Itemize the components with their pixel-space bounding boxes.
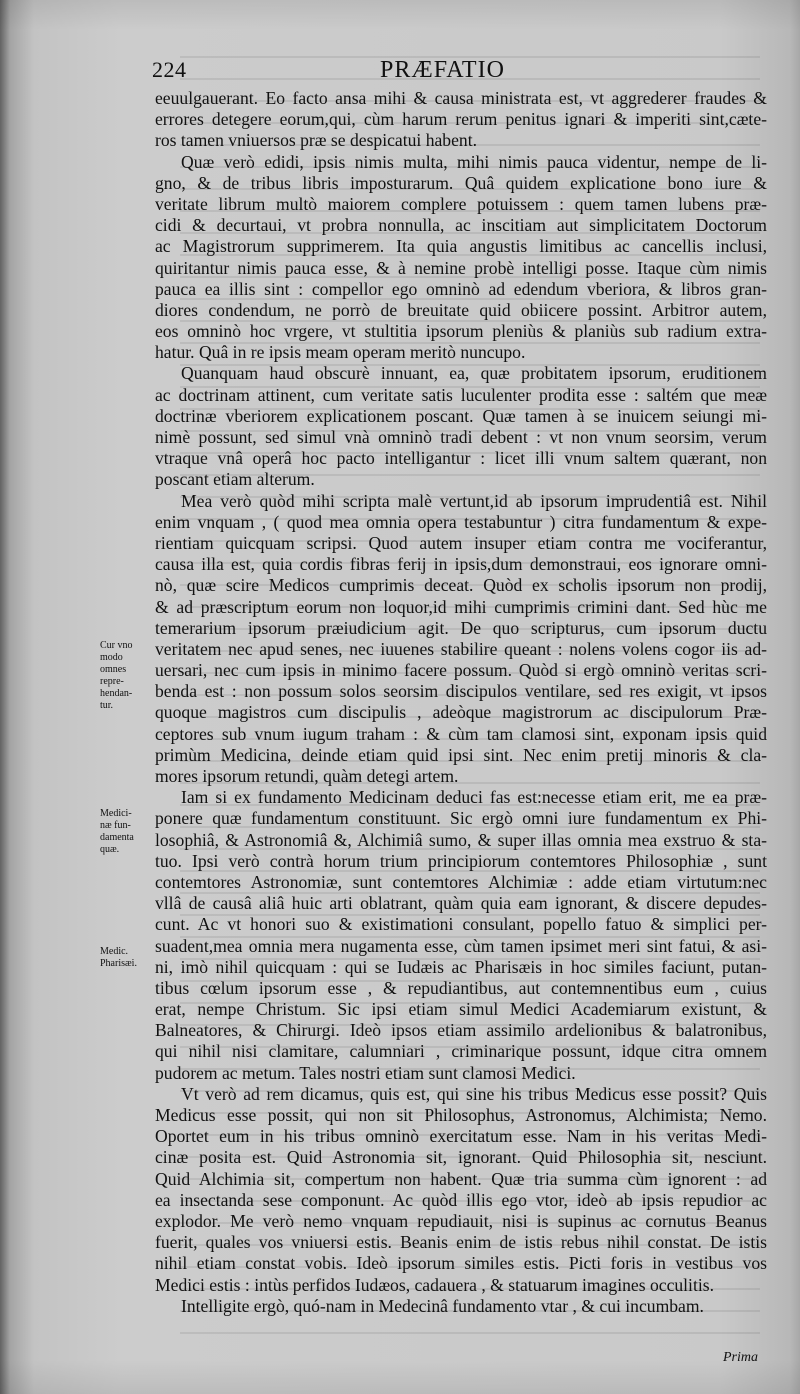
text-line: vllâ de causâ aliâ huic arti oblatrant, quàm quia eam ignorant, & discere depudes-	[155, 893, 767, 914]
text-line: cinæ posita est. Quid Astronomia sit, ignorant. Quid Philosophia sit, nesciunt.	[155, 1147, 767, 1168]
text-line: Quæ verò edidi, ipsis nimis multa, mihi nimis pauca videntur, nempe de li-	[181, 151, 767, 172]
text-line: primùm Medicina, deinde etiam quid ipsi sint. Nec enim pretij minoris & cla-	[155, 744, 767, 765]
text-line: enim vnquam , ( quod mea omnia opera testabuntur ) citra fundamentum & expe-	[155, 511, 767, 532]
text-line: Mea verò quòd mihi scripta malè vertunt,id ab ipsorum imprudentiâ est. Nihil	[181, 490, 767, 511]
text-line: quiritantur nimis pauca esse, & à nemine probè intelligi posse. Itaque cùm nimis	[155, 257, 767, 278]
page-number: 224	[152, 57, 187, 82]
text-line: temerarium ipsorum præiudicium agit. De quo scripturus, cum ipsorum ductu	[155, 617, 767, 638]
text-line: uersari, nec cum ipsis in minimo facere possum. Quòd si ergò omninò veritas scri-	[155, 660, 767, 681]
text-line: Oportet eum in his tribus omninò exercitatum esse. Nam in his veritas Medi-	[155, 1126, 767, 1147]
text-line: ceptores sub vnum iugum traham : & cùm tam clamosi sint, exponam ipsis quid	[155, 723, 767, 744]
page-header	[152, 58, 772, 82]
text-line: doctrinæ vberiorem explicationem poscant. Quæ tamen à se inuicem seiungi mi-	[155, 405, 767, 426]
text-line: ac doctrinam attinent, cum veritate satis luculenter prodita esse : saltém que meæ	[155, 384, 767, 405]
text-line: suadent,mea omnia mera nugamenta esse, cùm tamen ipsimet meri sint fatui, & asi-	[155, 935, 767, 956]
text-line: causa illa est, quia cordis fibras ferij in ipsis,dum demonstraui, eos ignorare omni-	[155, 554, 767, 575]
text-line: benda est : non possum solos seorsim discipulos ventilare, sed res exigit, vt ipsos	[155, 681, 767, 702]
text-line: Vt verò ad rem dicamus, quis est, qui sine his tribus Medicus esse possit? Quis	[181, 1083, 767, 1104]
text-line: eos omninò hoc vrgere, vt stultitia ipsorum pleniùs & planiùs sub radium extra-	[155, 321, 767, 342]
text-line: tuo. Ipsi verò contrà horum trium principiorum contemtores Philosophiæ , sunt	[155, 850, 767, 871]
text-line: ea insectanda sese componunt. Ac quòd illis ego vtor, ideò ab ipsis repudior ac	[155, 1189, 767, 1210]
text-line: pudorem ac metum. Tales nostri etiam sunt clamosi Medici.	[155, 1062, 576, 1083]
text-line: vtraque vnâ operâ hoc pacto intelligantur : licet illi vnum saltem quærant, non	[155, 448, 767, 469]
text-line: qui nihil nisi clamitare, calumniari , criminarique possunt, idque citra omnem	[155, 1041, 767, 1062]
text-line: contemtores Astronomiæ, sunt contemtores Alchimiæ : adde etiam virtutum:nec	[155, 871, 767, 892]
text-line: cidi & decurtaui, vt probra nonnulla, ac inscitiam aut simplicitatem Doctorum	[155, 215, 767, 236]
text-line: mores ipsorum retundi, quàm detegi artem.	[155, 766, 459, 786]
running-title: PRÆFATIO	[380, 57, 505, 83]
margin-note: Medici- næ fun- damenta quæ.	[100, 808, 134, 855]
text-line: tibus cœlum ipsorum esse , & repudiantibus, aut contemnentibus eum , cuius	[155, 977, 767, 998]
text-line: poscant etiam alterum.	[155, 469, 315, 490]
text-line: fuerit, quales vos vniuersi estis. Beanis enim de istis rebus nihil constat. De istis	[155, 1232, 767, 1253]
text-line: erat, nempe Christum. Sic ipsi etiam simul Medici Academiarum existunt, &	[155, 999, 767, 1020]
text-line: ponere quæ fundamentum constituunt. Sic ergò omni iure fundamentum ex Phi-	[155, 808, 767, 829]
text-line: Balneatores, & Chirurgi. Ideò ipsos etiam assimilo ardelionibus & balatronibus,	[155, 1020, 767, 1041]
margin-note: Cur vno modo omnes repre- hendan- tur.	[100, 640, 133, 711]
text-line: hatur. Quâ in re ipsis meam operam meritò nuncupo.	[155, 342, 526, 363]
text-line: pauca ea illis sint : compellor ego omninò ad edendum vberiora, & libros gran-	[155, 278, 767, 299]
text-line: Intelligite ergò, quó-nam in Medecinâ fundamento vtar , & cui incumbam.	[181, 1295, 704, 1316]
text-line: nò, quæ scire Medicos cumprimis deceat. Quòd ex scholis ipsorum non prodij,	[155, 575, 767, 596]
text-line: nihil etiam constat vobis. Ideò ipsorum similes estis. Picti foris in vestibus vos	[155, 1253, 767, 1274]
margin-note: Medic. Pharisæi.	[100, 946, 137, 969]
text-line: diores condendum, ne porrò de breuitate quid obiicere possint. Arbitror autem,	[155, 299, 767, 320]
text-line: Iam si ex fundamento Medicinam deduci fas est:necesse etiam erit, me ea præ-	[181, 787, 767, 808]
text-line: gno, & de tribus libris imposturarum. Quâ quidem explicatione bono iure &	[155, 172, 767, 193]
text-line: & ad præscriptum eorum non loquor,id mihi cumprimis crimini dant. Sed hùc me	[155, 596, 767, 617]
text-line: veritate librum multò maiorem complere potuissem : quem tamen lubens præ-	[155, 193, 767, 214]
text-line: explodor. Me verò nemo vnquam repudiauit, nisi is supinus ac cornutus Beanus	[155, 1210, 767, 1231]
text-line: nimè possunt, sed simul vnà omninò tradi debent : vt non vnum seorsim, verum	[155, 427, 767, 447]
text-line: losophiâ, & Astronomiâ &, Alchimiâ sumo, & super illas omnia mea exstruo & sta-	[155, 829, 767, 850]
catchword: Prima	[723, 1350, 758, 1365]
text-line: eeuulgauerant. Eo facto ansa mihi & causa ministrata est, vt aggrederer fraudes &	[155, 88, 767, 108]
text-line: ac Magistrorum supprimerem. Ita quia angustis limitibus ac cancellis inclusi,	[155, 236, 767, 257]
text-line: Quanquam haud obscurè innuant, ea, quæ probitatem ipsorum, eruditionem	[181, 363, 767, 384]
text-line: quoque magistros cum discipulis , adeòque magistrorum ac discipulorum Præ-	[155, 702, 767, 723]
text-line: Medici estis : intùs perfidos Iudæos, cadauera , & statuarum imagines occulitis.	[155, 1274, 714, 1295]
text-line: errores detegere eorum,qui, cùm harum rerum penitus ignari & imperiti sint,cæte-	[155, 109, 767, 130]
text-line: cunt. Ac vt honori suo & existimationi consulant, popello fatuo & simplici per-	[155, 914, 767, 935]
text-line: ni, imò nihil quicquam : qui se Iudæis ac Pharisæis in hoc similes faciunt, putan-	[155, 956, 767, 977]
text-line: ros tamen vniuersos præ se despicatui habent.	[155, 130, 477, 151]
text-line: veritatem nec apud senes, nec iuuenes stabilire queant : nolens volens cogor iis ad-	[155, 638, 767, 659]
main-text	[155, 88, 767, 1317]
text-line: rientiam quicquam scripsi. Quod autem insuper etiam contra me vociferantur,	[155, 532, 767, 553]
text-line: Quid Alchimia sit, compertum non habent. Quæ tria summa cùm ignorent : ad	[155, 1168, 767, 1189]
text-line: Medicus esse possit, qui non sit Philosophus, Astronomus, Alchimista; Nemo.	[155, 1105, 767, 1125]
